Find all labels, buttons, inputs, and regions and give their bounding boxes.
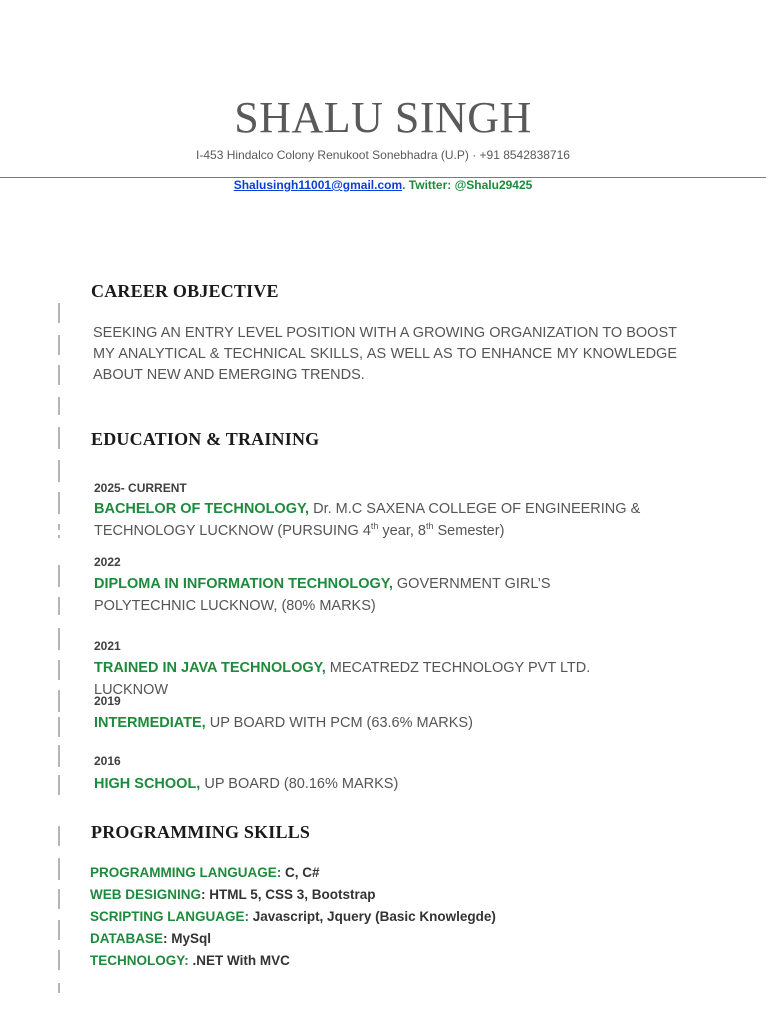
edu-degree: BACHELOR OF TECHNOLOGY, bbox=[94, 501, 310, 517]
edu-degree: DIPLOMA IN INFORMATION TECHNOLOGY, bbox=[94, 576, 393, 592]
edu-degree: INTERMEDIATE, bbox=[94, 715, 206, 731]
edu-year: 2019 bbox=[94, 694, 121, 708]
skill-item: TECHNOLOGY: .NET With MVC bbox=[90, 953, 290, 968]
edu-entry: BACHELOR OF TECHNOLOGY, Dr. M.C SAXENA COLLEGE OF ENGINEERING & TECHNOLOGY LUCKNOW (PURSUING 4th year, 8th Semester) bbox=[94, 501, 641, 539]
edu-entry: DIPLOMA IN INFORMATION TECHNOLOGY, GOVERNMENT GIRL’S POLYTECHNIC LUCKNOW, (80% MARKS) bbox=[94, 576, 551, 614]
skill-item: PROGRAMMING LANGUAGE: C, C# bbox=[90, 865, 320, 880]
edu-year: 2025- CURRENT bbox=[94, 481, 187, 495]
email-link[interactable]: Shalusingh11001@gmail.com bbox=[233, 178, 403, 192]
edu-entry: HIGH SCHOOL, UP BOARD (80.16% MARKS) bbox=[94, 776, 399, 792]
edu-year: 2016 bbox=[94, 754, 121, 768]
edu-degree: TRAINED IN JAVA TECHNOLOGY, bbox=[94, 660, 326, 676]
contact-line bbox=[0, 178, 766, 192]
skills-heading: PROGRAMMING SKILLS bbox=[91, 822, 311, 842]
edu-year: 2021 bbox=[94, 639, 121, 653]
career-objective-heading: CAREER OBJECTIVE bbox=[91, 281, 279, 301]
twitter-handle: . Twitter: @Shalu29425 bbox=[402, 178, 533, 192]
edu-year: 2022 bbox=[94, 555, 121, 569]
skill-item: SCRIPTING LANGUAGE: Javascript, Jquery (Basic Knowlegde) bbox=[90, 909, 496, 924]
education-heading: EDUCATION & TRAINING bbox=[91, 429, 320, 449]
edu-entry: TRAINED IN JAVA TECHNOLOGY, MECATREDZ TECHNOLOGY PVT LTD. LUCKNOW bbox=[94, 660, 591, 698]
career-objective-text: SEEKING AN ENTRY LEVEL POSITION WITH A GROWING ORGANIZATION TO BOOST MY ANALYTICAL & TECHNICAL SKILLS, AS WELL AS TO ENHANCE MY KNOWLEDGE ABOUT NEW AND EMERGING TRENDS. bbox=[93, 325, 677, 383]
edu-degree: HIGH SCHOOL, bbox=[94, 776, 201, 792]
skill-item: WEB DESIGNING: HTML 5, CSS 3, Bootstrap bbox=[90, 887, 376, 902]
address-line: I-453 Hindalco Colony Renukoot Sonebhadra (U.P) · +91 8542838716 bbox=[196, 148, 570, 162]
skill-item: DATABASE: MySql bbox=[90, 931, 212, 946]
candidate-name: SHALU SINGH bbox=[234, 93, 532, 142]
edu-entry: INTERMEDIATE, UP BOARD WITH PCM (63.6% MARKS) bbox=[94, 715, 473, 731]
